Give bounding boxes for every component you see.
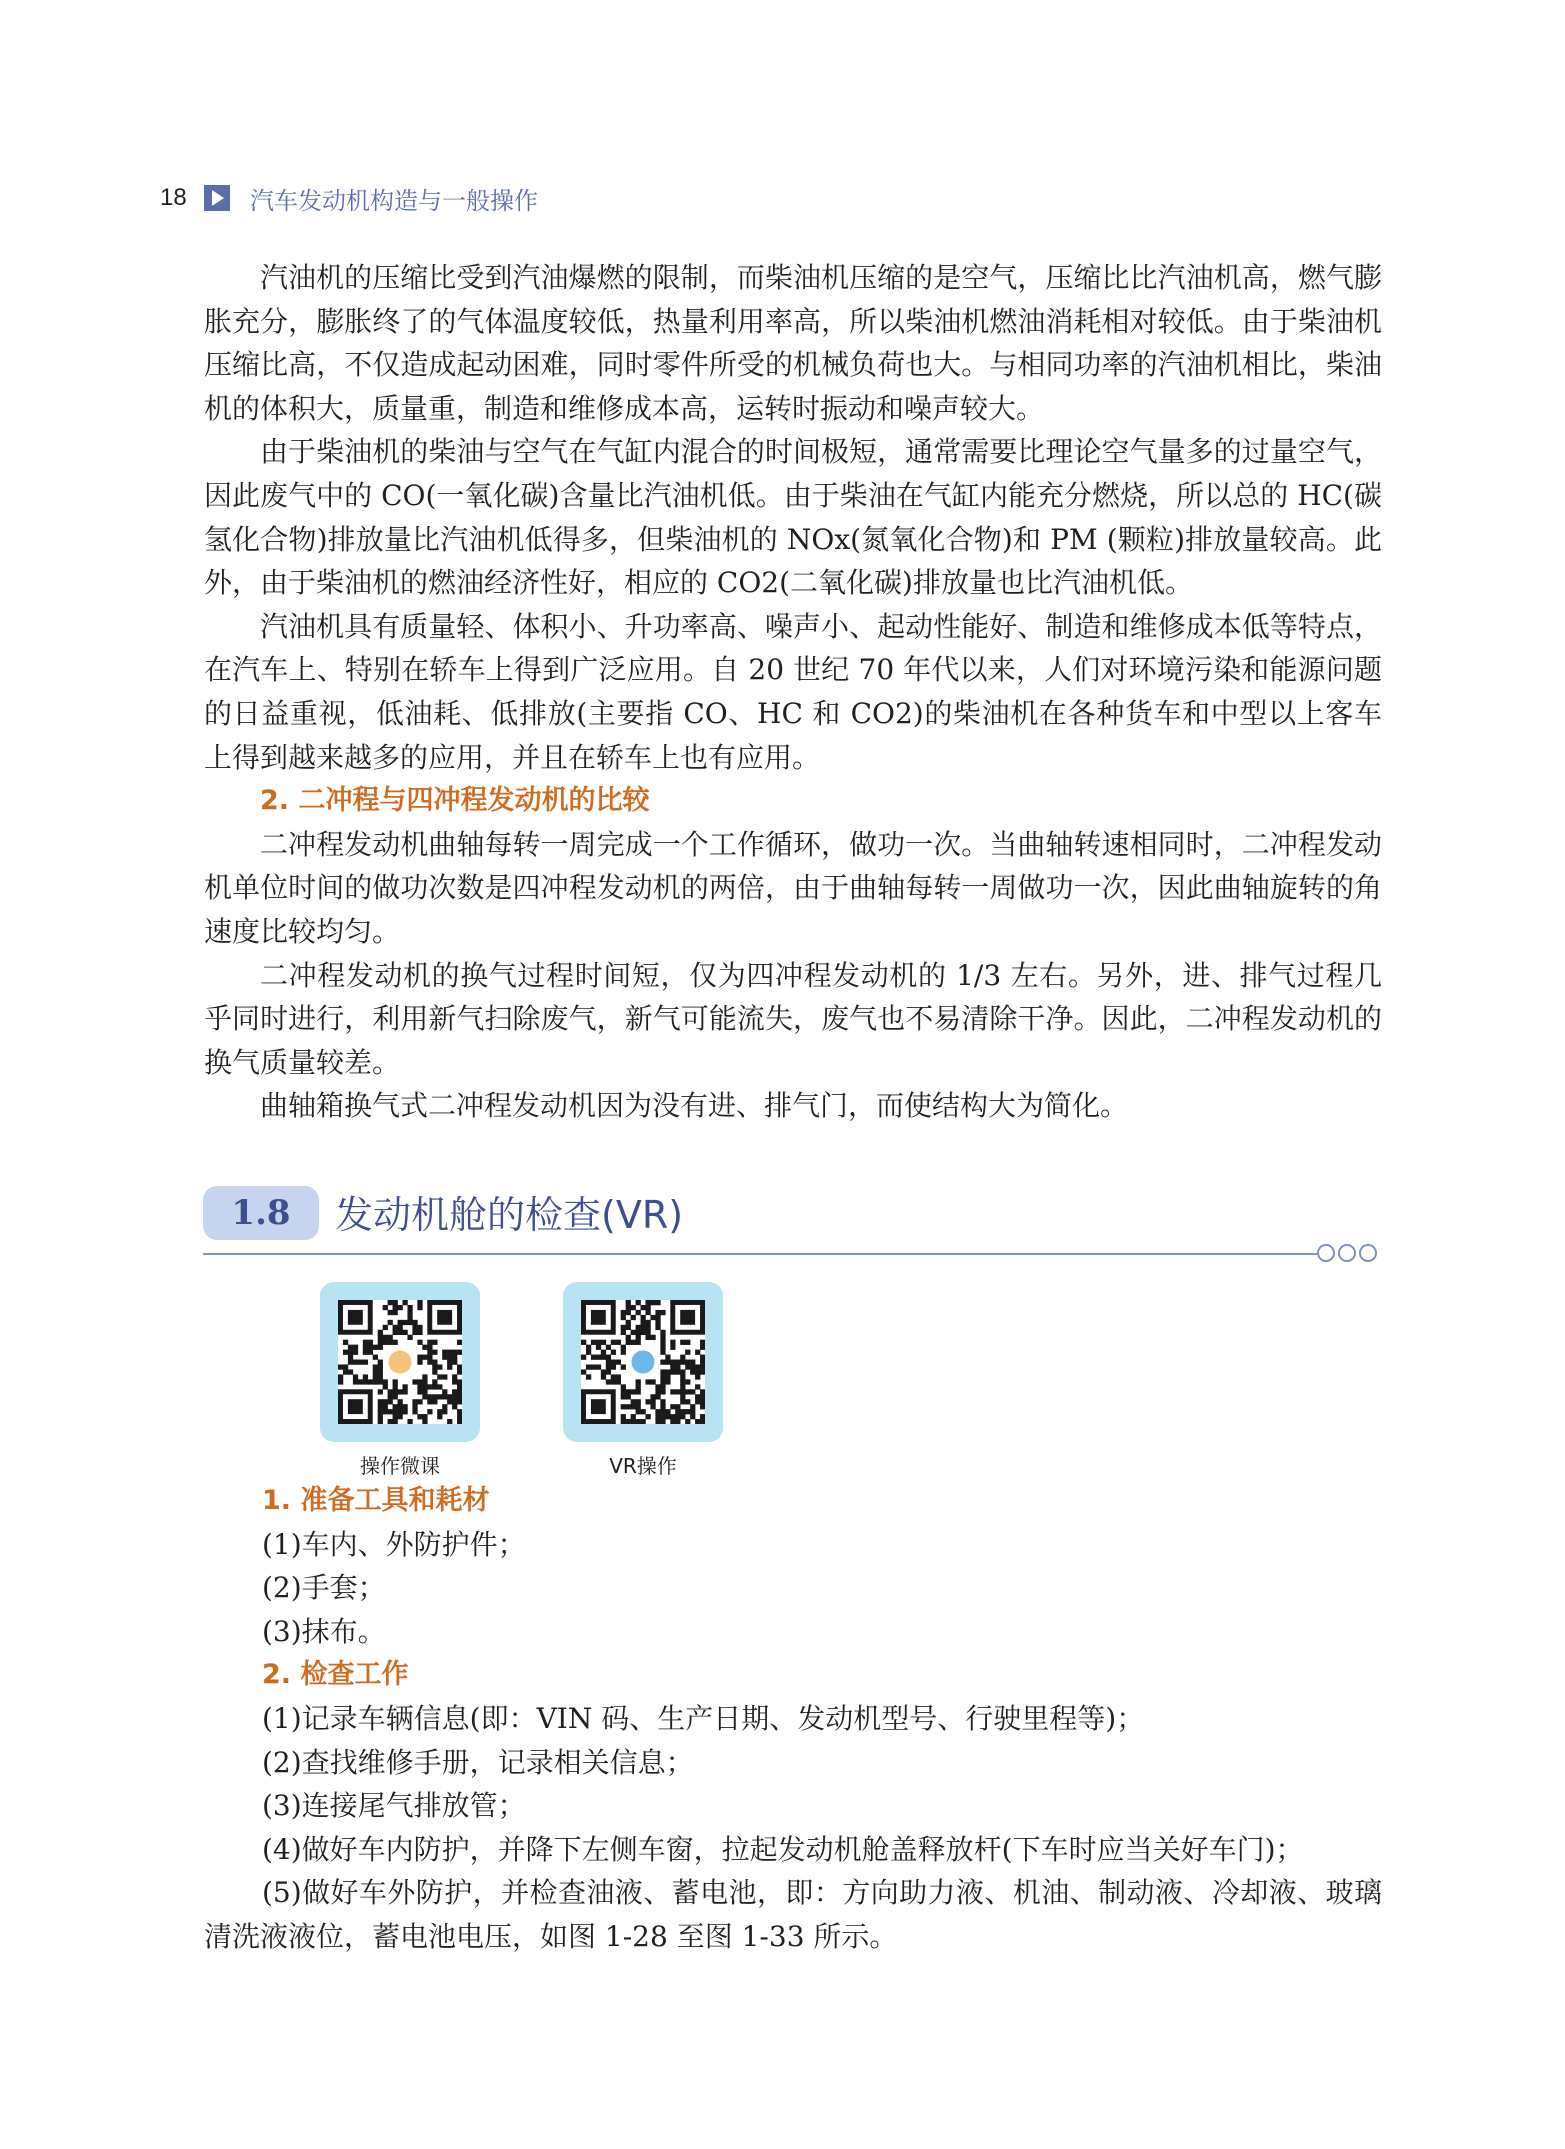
book-title: 汽车发动机构造与一般操作 [250, 186, 538, 215]
paragraph: 汽油机具有质量轻、体积小、升功率高、噪声小、起动性能好、制造和维修成本低等特点，在汽车上、特别在轿车上得到广泛应用。自 20 世纪 70 年代以来，人们对环境污染和能源问题的日益重视，低油耗、低排放(主要指 CO、HC 和 CO2)的柴油机在各种货车和中型以上客车上得到越来越多的应用，并且在轿车上也有应用。 [204, 609, 1382, 774]
paragraph: 二冲程发动机的换气过程时间短，仅为四冲程发动机的 1/3 左右。另外，进、排气过程几乎同时进行，利用新气扫除废气，新气可能流失，废气也不易清除干净。因此，二冲程发动机的换气质量较差。 [204, 958, 1382, 1079]
list-item: (5)做好车外防护，并检查油液、蓄电池，即：方向助力液、机油、制动液、冷却液、玻璃清洗液液位，蓄电池电压，如图 1-28 至图 1-33 所示。 [204, 1876, 1382, 1953]
list-item: (2)查找维修手册，记录相关信息； [262, 1745, 694, 1779]
section-title: 发动机舱的检查(VR) [335, 1193, 684, 1237]
paragraph: 由于柴油机的柴油与空气在气缸内混合的时间极短，通常需要比理论空气量多的过量空气，因此废气中的 CO(一氧化碳)含量比汽油机低。由于柴油在气缸内能充分燃烧，所以总的 HC(碳氢化合物)排放量比汽油机低得多，但柴油机的 NOx(氮氧化合物)和 PM (颗粒)排放量较高。此外，由于柴油机的燃油经济性好，相应的 CO2(二氧化碳)排放量也比汽油机低。 [204, 435, 1382, 600]
page-number: 18 [160, 184, 187, 211]
main-text-top [204, 256, 1382, 1128]
subheading-prep: 1. 准备工具和耗材 [262, 1485, 490, 1516]
list-item: (3)抹布。 [262, 1614, 386, 1648]
qr-code-icon[interactable] [338, 1300, 462, 1424]
qr-block-micro-lesson[interactable] [320, 1282, 480, 1479]
qr-caption: 操作微课 [360, 1454, 440, 1478]
qr-code-icon[interactable] [581, 1300, 705, 1424]
list-item: (1)车内、外防护件； [262, 1527, 526, 1561]
list-item: (2)手套； [262, 1571, 386, 1605]
play-arrow-icon [204, 185, 230, 211]
section-heading [203, 1180, 1383, 1260]
qr-block-vr[interactable] [563, 1282, 723, 1479]
list-item: (4)做好车内防护，并降下左侧车窗，拉起发动机舱盖释放杆(下车时应当关好车门)； [262, 1832, 1304, 1866]
list-item: (3)连接尾气排放管； [262, 1789, 526, 1823]
subheading-check: 2. 检查工作 [262, 1659, 409, 1691]
subheading-compare: 2. 二冲程与四冲程发动机的比较 [260, 785, 650, 817]
main-text-bottom [204, 1479, 1382, 1959]
paragraph: 曲轴箱换气式二冲程发动机因为没有进、排气门，而使结构大为简化。 [260, 1089, 1129, 1123]
section-rule [203, 1253, 1317, 1255]
list-item: (1)记录车辆信息(即：VIN 码、生产日期、发动机型号、行驶里程等)； [262, 1701, 1145, 1735]
running-header [160, 180, 538, 216]
paragraph: 二冲程发动机曲轴每转一周完成一个工作循环，做功一次。当曲轴转速相同时，二冲程发动机单位时间的做功次数是四冲程发动机的两倍，由于曲轴每转一周做功一次，因此曲轴旋转的角速度比较均匀。 [204, 827, 1382, 948]
paragraph: 汽油机的压缩比受到汽油爆燃的限制，而柴油机压缩的是空气，压缩比比汽油机高，燃气膨胀充分，膨胀终了的气体温度较低，热量利用率高，所以柴油机燃油消耗相对较低。由于柴油机压缩比高，不仅造成起动困难，同时零件所受的机械负荷也大。与相同功率的汽油机相比，柴油机的体积大，质量重，制造和维修成本高，运转时振动和噪声较大。 [204, 261, 1382, 425]
section-number: 1.8 [203, 1186, 319, 1240]
decorative-circles-icon [1317, 1244, 1377, 1262]
qr-caption: VR操作 [609, 1454, 677, 1478]
